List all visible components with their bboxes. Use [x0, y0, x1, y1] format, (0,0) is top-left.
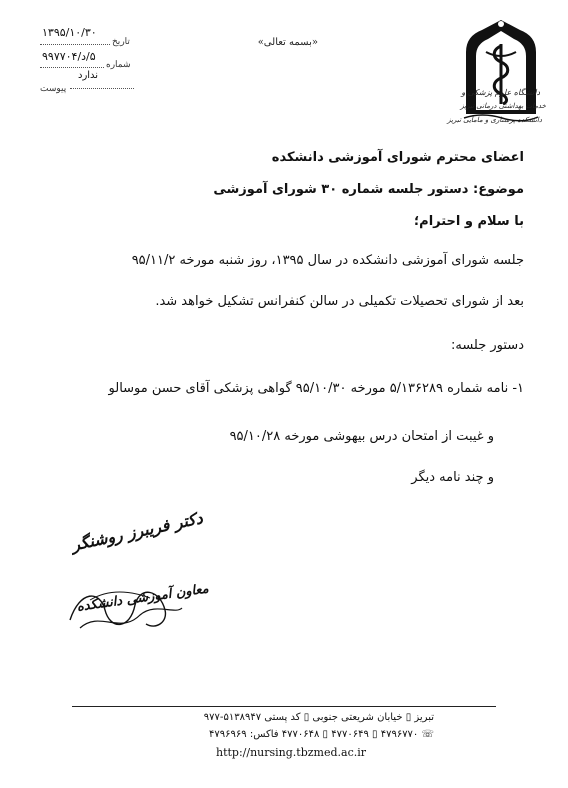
- attachment-dotted-line: [70, 88, 134, 89]
- date-label: تاریخ: [112, 37, 130, 47]
- subject-line: موضوع: دستور جلسه شماره ۳۰ شورای آموزشی: [213, 182, 524, 197]
- greeting-line: با سلام و احترام؛: [413, 214, 524, 229]
- paragraph-line-2: بعد از شورای تحصیلات تکمیلی در سالن کنفرانس تشکیل خواهد شد.: [155, 294, 524, 309]
- number-label: شماره: [106, 60, 131, 70]
- number-dotted-line: [40, 67, 104, 68]
- agenda-item-1-line-1: ۱- نامه شماره ۵/۱۳۶۲۸۹ مورخه ۹۵/۱۰/۳۰ گواهی پزشکی آقای حسن موسالو: [108, 381, 524, 396]
- logo-caption-line2: خدمات بهداشتی درمانی تبریز: [460, 102, 546, 110]
- date-dotted-line: [40, 44, 110, 45]
- footer-divider: [72, 706, 496, 707]
- footer-address: تبریز ▯ خیابان شریعتی جنوبی ▯ کد پستی ۵۱۳۸۹۴۷-۹۷۷: [203, 712, 434, 723]
- paragraph-line-1: جلسه شورای آموزشی دانشکده در سال ۱۳۹۵، روز شنبه مورخه ۹۵/۱۱/۲: [131, 253, 524, 268]
- logo-caption-line1: دانشگاه علوم پزشکی و: [461, 88, 540, 97]
- footer-phones: ☏ ۴۷۹۶۷۷۰ ▯ ۴۷۷۰۶۴۹ ▯ ۴۷۷۰۶۴۸ فاکس: ۴۷۹۶۹۶۹: [209, 729, 434, 740]
- attachment-label: پیوست: [40, 84, 67, 94]
- footer-website: http://nursing.tbzmed.ac.ir: [216, 746, 367, 759]
- invocation-text: «بسمه تعالی»: [257, 37, 318, 48]
- recipient-line: اعضای محترم شورای آموزشی دانشکده: [271, 150, 524, 165]
- agenda-label: دستور جلسه:: [450, 338, 524, 353]
- date-value: ۱۳۹۵/۱۰/۳۰: [42, 26, 97, 39]
- attachment-value: ندارد: [78, 70, 99, 81]
- logo-caption-line3: دانشکده پرستاری و مامایی تبریز: [447, 116, 542, 124]
- number-value: ۵/د/۹۹۷۷۰۴: [42, 50, 96, 63]
- signature-name: دکتر فریبرز روشنگر: [70, 508, 205, 555]
- agenda-item-1-line-3: و چند نامه دیگر: [411, 470, 494, 485]
- agenda-item-1-line-2: و غیبت از امتحان درس بیهوشی مورخه ۹۵/۱۰/۲۸: [229, 429, 494, 444]
- signature-title: معاون آموزشی دانشکده: [76, 581, 210, 615]
